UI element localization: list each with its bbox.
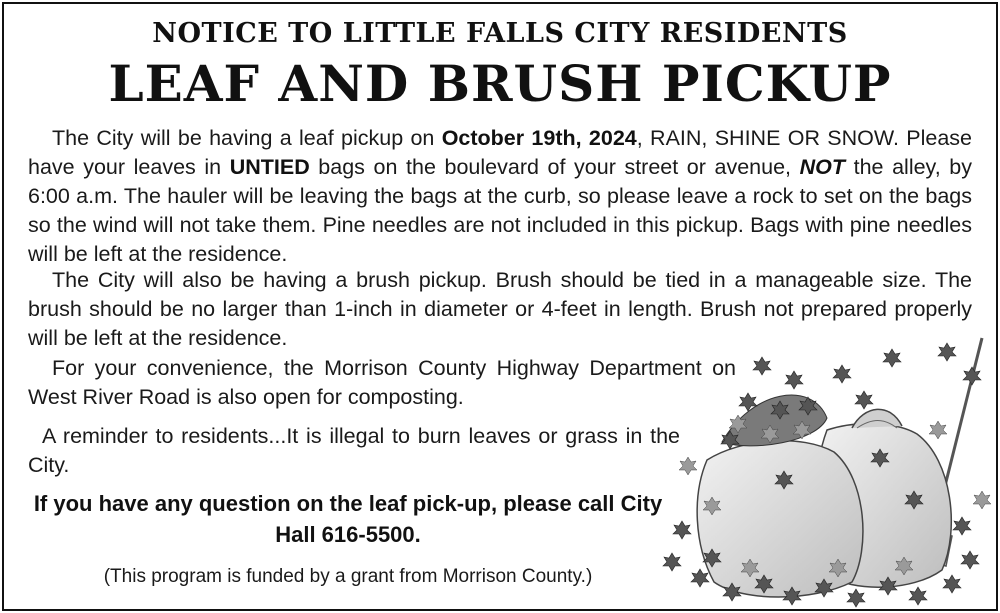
brush-pickup-paragraph: The City will also be having a brush pickup. Brush should be tied in a manageable size. The brush should be no larger than 1-inch in diameter or 4-feet in length. Brush not prepared properly will be left at the residence. bbox=[28, 268, 972, 350]
reminder-paragraph: A reminder to residents...It is illegal to burn leaves or grass in the City. bbox=[28, 424, 680, 477]
leaf-pickup-notice bbox=[2, 2, 998, 611]
pickup-date: October 19th, 2024 bbox=[441, 126, 637, 150]
contact-info: If you have any question on the leaf pick-up, please call City Hall 616-5500. bbox=[33, 491, 663, 547]
composting-paragraph: For your convenience, the Morrison County Highway Department on West River Road is also open for composting. bbox=[28, 356, 736, 409]
not-emphasis: NOT bbox=[799, 155, 846, 179]
notice-headline: LEAF AND BRUSH PICKUP bbox=[108, 54, 892, 113]
untied-emphasis: UNTIED bbox=[229, 155, 310, 179]
leaf-pickup-paragraph: The City will be having a leaf pickup on October 19th, 2024, RAIN, SHINE OR SNOW. Please have your leaves in UNTIED bags on the boulevard of your street or avenue, NOT the alley, by 6:00 a.m. The hauler will be leaving the bags at the curb, so please leave a rock to set on the bags so the wind will not take them. Pine needles are not included in this pickup. Bags with pine needles will be left at the residence. bbox=[28, 126, 973, 266]
funding-note: (This program is funded by a grant from Morrison County.) bbox=[103, 566, 593, 587]
notice-title: NOTICE TO LITTLE FALLS CITY RESIDENTS bbox=[152, 18, 848, 49]
leaf-bags-illustration bbox=[652, 330, 992, 610]
